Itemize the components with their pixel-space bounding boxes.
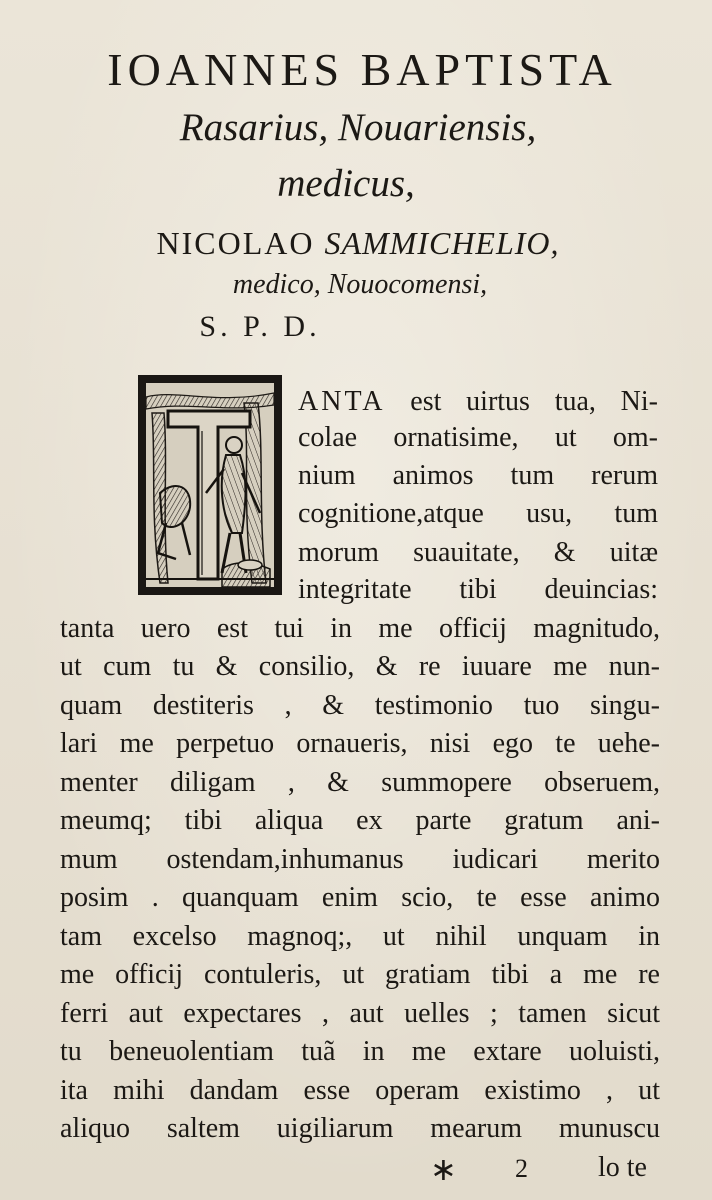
body-line-3: nium animos tum rerum (298, 460, 658, 491)
woodcut-initial-t-icon (138, 375, 282, 595)
body-line-10: lari me perpetuo ornaueris, nisi ego te uehe- (60, 728, 660, 759)
body-line-17: ferri aut expectares , aut uelles ; tamen sicut (60, 998, 660, 1029)
body-line-5: morum suauitate, & uitæ (298, 537, 658, 568)
body-line-11: menter diligam , & summopere obseruem, (60, 767, 660, 798)
salutation: S. P. D. (199, 310, 321, 343)
body-line-2: colae ornatisime, ut om- (298, 422, 658, 453)
body-line-1 (298, 382, 658, 422)
body-line-1-rest: est uirtus tua, Ni- (410, 386, 658, 417)
dedicatee-description: medico, Nouocomensi, (232, 269, 488, 300)
body-line-14: posim . quanquam enim scio, te esse animo (60, 882, 660, 913)
body-line-8: ut cum tu & consilio, & re iuuare me nun- (60, 651, 660, 682)
signature-number: 2 (515, 1154, 528, 1183)
dedicatee-name (2, 222, 712, 264)
body-line-16: me officij contuleris, ut gratiam tibi a me re (60, 959, 660, 990)
dedicatee-surname: SAMMICHELIO, (324, 225, 560, 261)
dedicatee-first-name: NICOLAO (156, 225, 315, 261)
body-line-6: integritate tibi deuincias: (298, 574, 658, 605)
author-profession: medicus, (277, 162, 415, 205)
body-line-19: ita mihi dandam esse operam existimo , ut (60, 1075, 660, 1106)
catchword: lo te (598, 1152, 647, 1183)
body-line-12: meumq; tibi aliqua ex parte gratum ani- (60, 805, 660, 836)
first-word-caps: ANTA (298, 386, 386, 417)
body-line-20: aliquo saltem uigiliarum mearum munuscu (60, 1113, 660, 1144)
body-line-18: tu beneuolentiam tuã in me extare uoluisti, (60, 1036, 660, 1067)
body-line-7: tanta uero est tui in me officij magnitudo, (60, 613, 660, 644)
author-origin: Rasarius, Nouariensis, (179, 106, 537, 149)
body-line-13: mum ostendam,inhumanus iudicari merito (60, 844, 660, 875)
signature-mark: ∗ (430, 1151, 457, 1187)
woodcut-initial-frame (146, 383, 274, 587)
body-line-15: tam excelso magnoq;, ut nihil unquam in (60, 921, 660, 952)
body-line-4: cognitione,atque usu, tum (298, 498, 658, 529)
author-name: IOANNES BAPTISTA (107, 44, 617, 95)
body-line-9: quam destiteris , & testimonio tuo singu- (60, 690, 660, 721)
woodcut-illustration-icon (146, 383, 274, 587)
page-footer (0, 1150, 712, 1194)
